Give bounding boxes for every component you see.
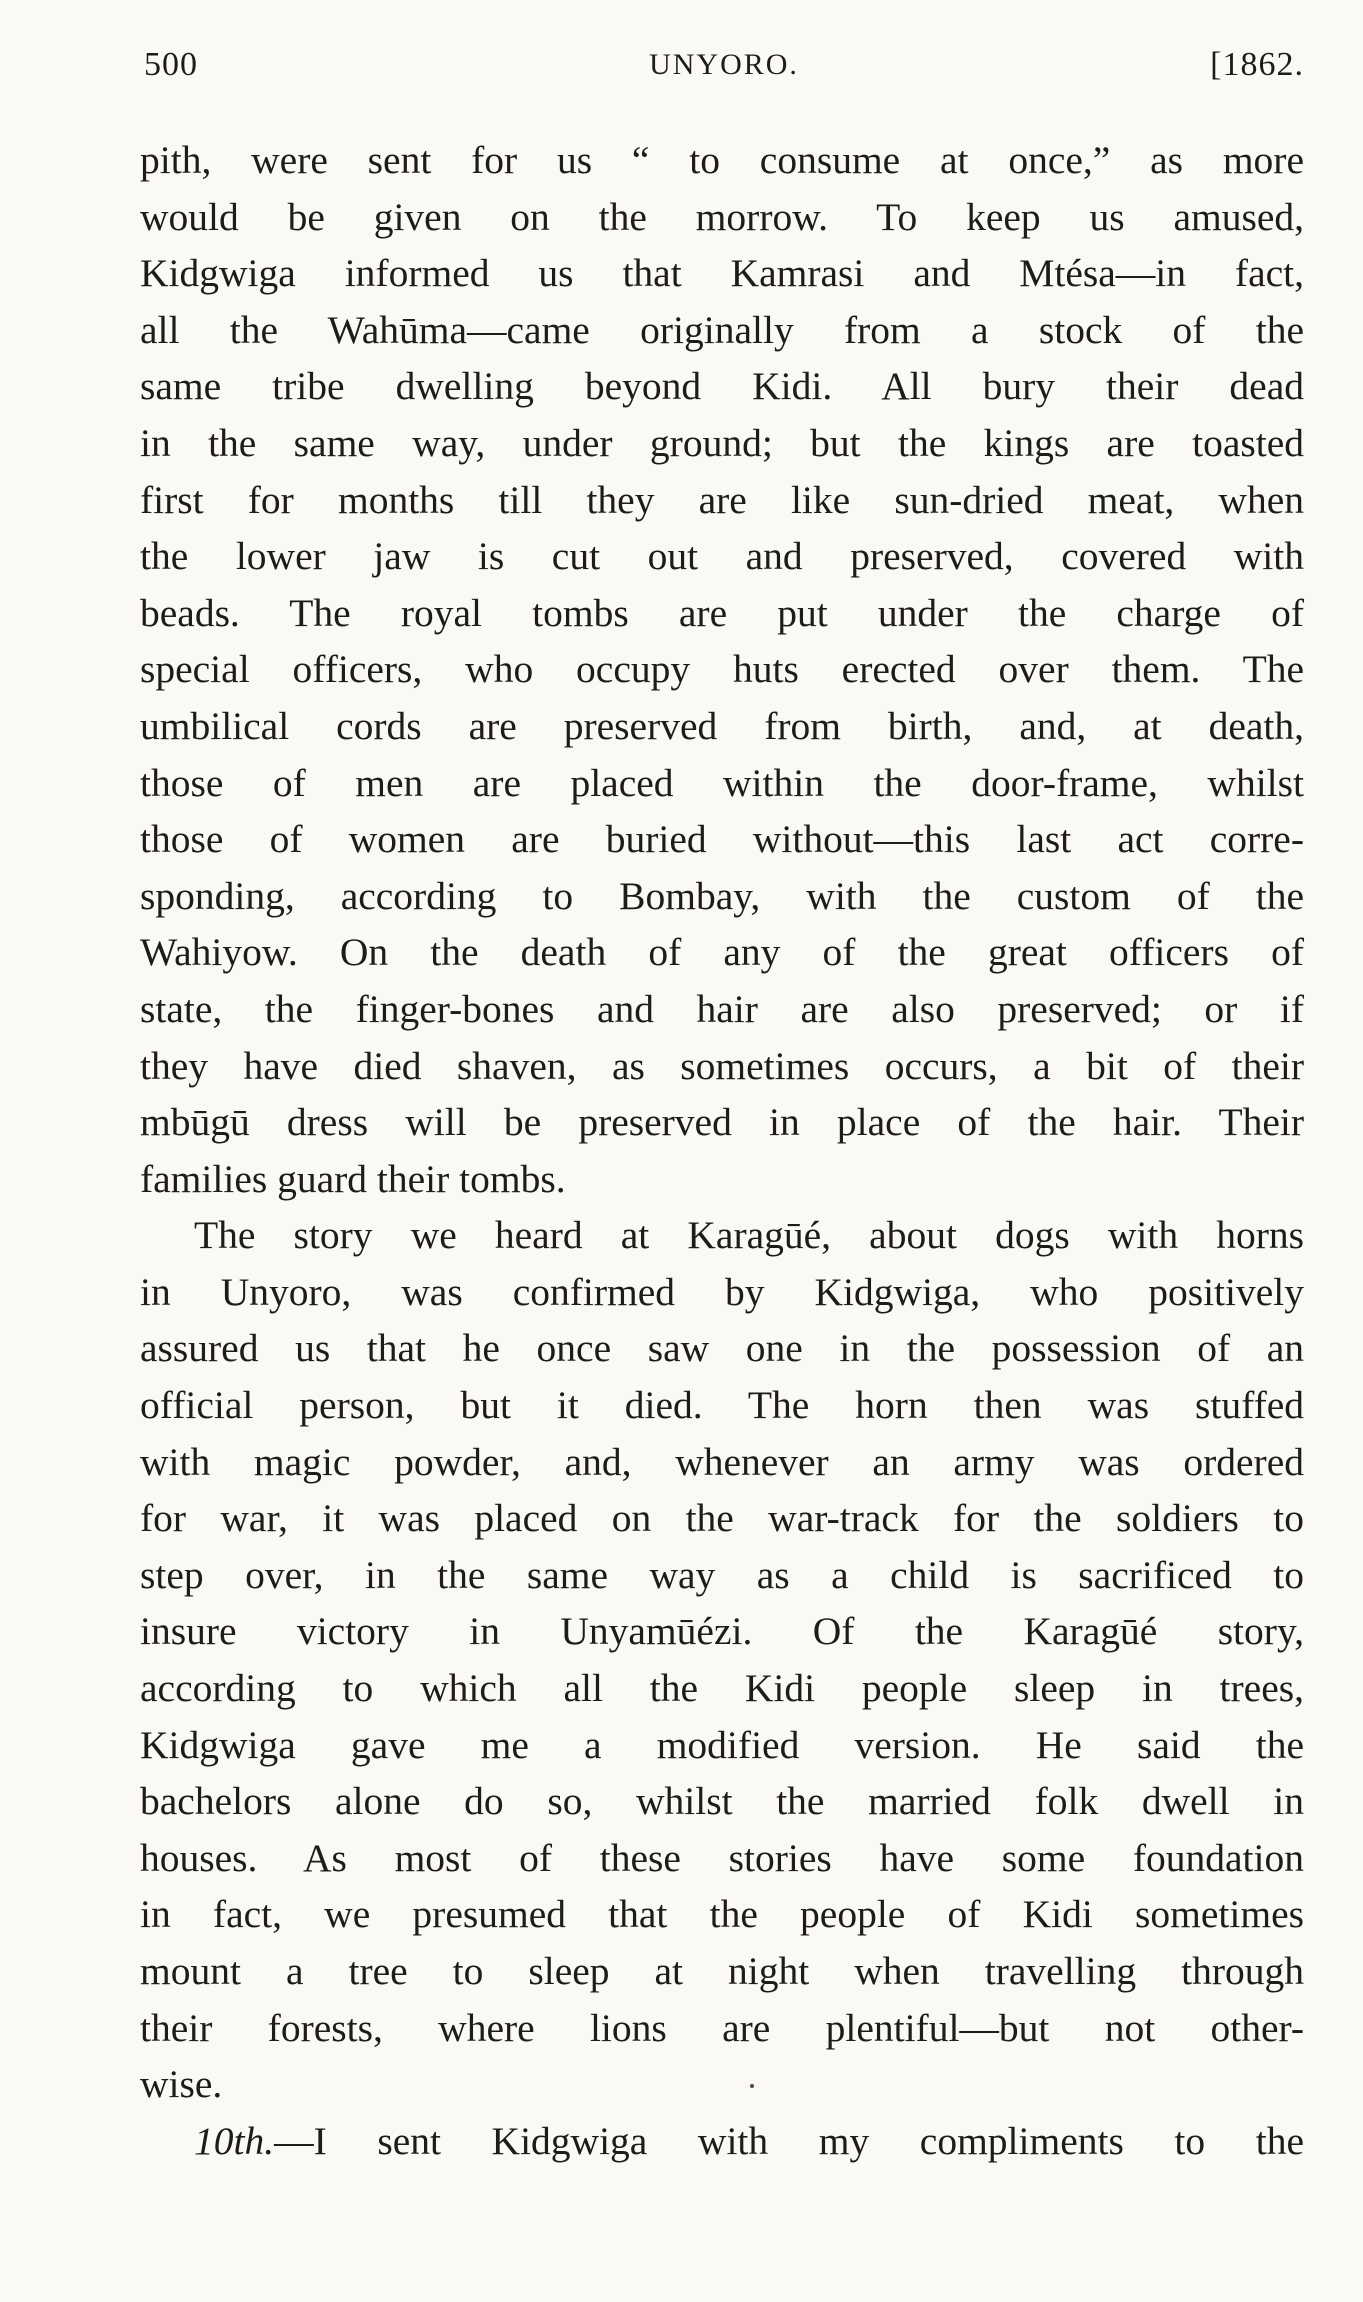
text-line: bachelors alone do so, whilst the married folk dwell in (140, 1779, 1304, 1824)
entry-text: —I sent Kidgwiga with my compliments to the (274, 2118, 1304, 2163)
text-line: The story we heard at Karagūé, about dogs with horns (194, 1213, 1304, 1258)
text-line: families guard their tombs. (140, 1156, 566, 1201)
text-line: first for months till they are like sun-dried meat, when (140, 477, 1304, 522)
text-line: the lower jaw is cut out and preserved, covered with (140, 534, 1304, 579)
paragraph-2 (140, 1207, 1304, 2113)
text-line: pith, were sent for us “ to consume at once,” as more (140, 138, 1304, 182)
text-line: assured us that he once saw one in the possession of an (140, 1326, 1304, 1371)
text-line: special officers, who occupy huts erected over them. The (140, 647, 1304, 692)
text-line: wise. (140, 2062, 223, 2107)
text-line: those of women are buried without—this last act corre- (140, 817, 1304, 862)
text-line: step over, in the same way as a child is sacrificed to (140, 1552, 1304, 1597)
running-head (144, 46, 1304, 94)
text-line: official person, but it died. The horn then was stuffed (140, 1383, 1304, 1428)
text-line: for war, it was placed on the war-track for the soldiers to (140, 1496, 1304, 1541)
paragraph-1 (140, 132, 1304, 1207)
text-line: those of men are placed within the door-frame, whilst (140, 760, 1304, 805)
text-line: in fact, we presumed that the people of Kidi sometimes (140, 1892, 1304, 1937)
paragraph-3 (140, 2113, 1304, 2170)
text-line: according to which all the Kidi people sleep in trees, (140, 1666, 1304, 1711)
text-line (140, 2113, 1304, 2170)
text-line: all the Wahūma—came originally from a stock of the (140, 307, 1304, 352)
text-line: houses. As most of these stories have some foundation (140, 1835, 1304, 1880)
text-line: with magic powder, and, whenever an army was ordered (140, 1439, 1304, 1484)
running-title: UNYORO. (649, 48, 799, 81)
text-line: in Unyoro, was confirmed by Kidgwiga, who positively (140, 1269, 1304, 1314)
text-line: umbilical cords are preserved from birth, and, at death, (140, 703, 1304, 748)
text-line: sponding, according to Bombay, with the custom of the (140, 873, 1304, 918)
text-line: Kidgwiga informed us that Kamrasi and Mtésa—in fact, (140, 251, 1304, 296)
text-line: they have died shaven, as sometimes occurs, a bit of their (140, 1043, 1304, 1088)
text-line: beads. The royal tombs are put under the charge of (140, 590, 1304, 635)
body-text (140, 132, 1304, 2169)
entry-date: 10th. (194, 2118, 275, 2163)
text-line: their forests, where lions are plentiful—but not other- (140, 2005, 1304, 2050)
text-line: state, the finger-bones and hair are also preserved; or if (140, 986, 1304, 1031)
text-line: would be given on the morrow. To keep us amused, (140, 194, 1304, 239)
text-line: Wahiyow. On the death of any of the great officers of (140, 930, 1304, 975)
text-line: Kidgwiga gave me a modified version. He said the (140, 1722, 1304, 1767)
print-speck (750, 2084, 754, 2088)
text-line: mount a tree to sleep at night when travelling through (140, 1949, 1304, 1993)
text-line: insure victory in Unyamūézi. Of the Karagūé story, (140, 1609, 1304, 1654)
text-line: in the same way, under ground; but the kings are toasted (140, 420, 1304, 465)
page-number: 500 (144, 46, 198, 83)
text-line: mbūgū dress will be preserved in place of the hair. Their (140, 1100, 1304, 1145)
text-line: same tribe dwelling beyond Kidi. All bury their dead (140, 364, 1304, 409)
running-year: [1862. (1210, 46, 1304, 83)
